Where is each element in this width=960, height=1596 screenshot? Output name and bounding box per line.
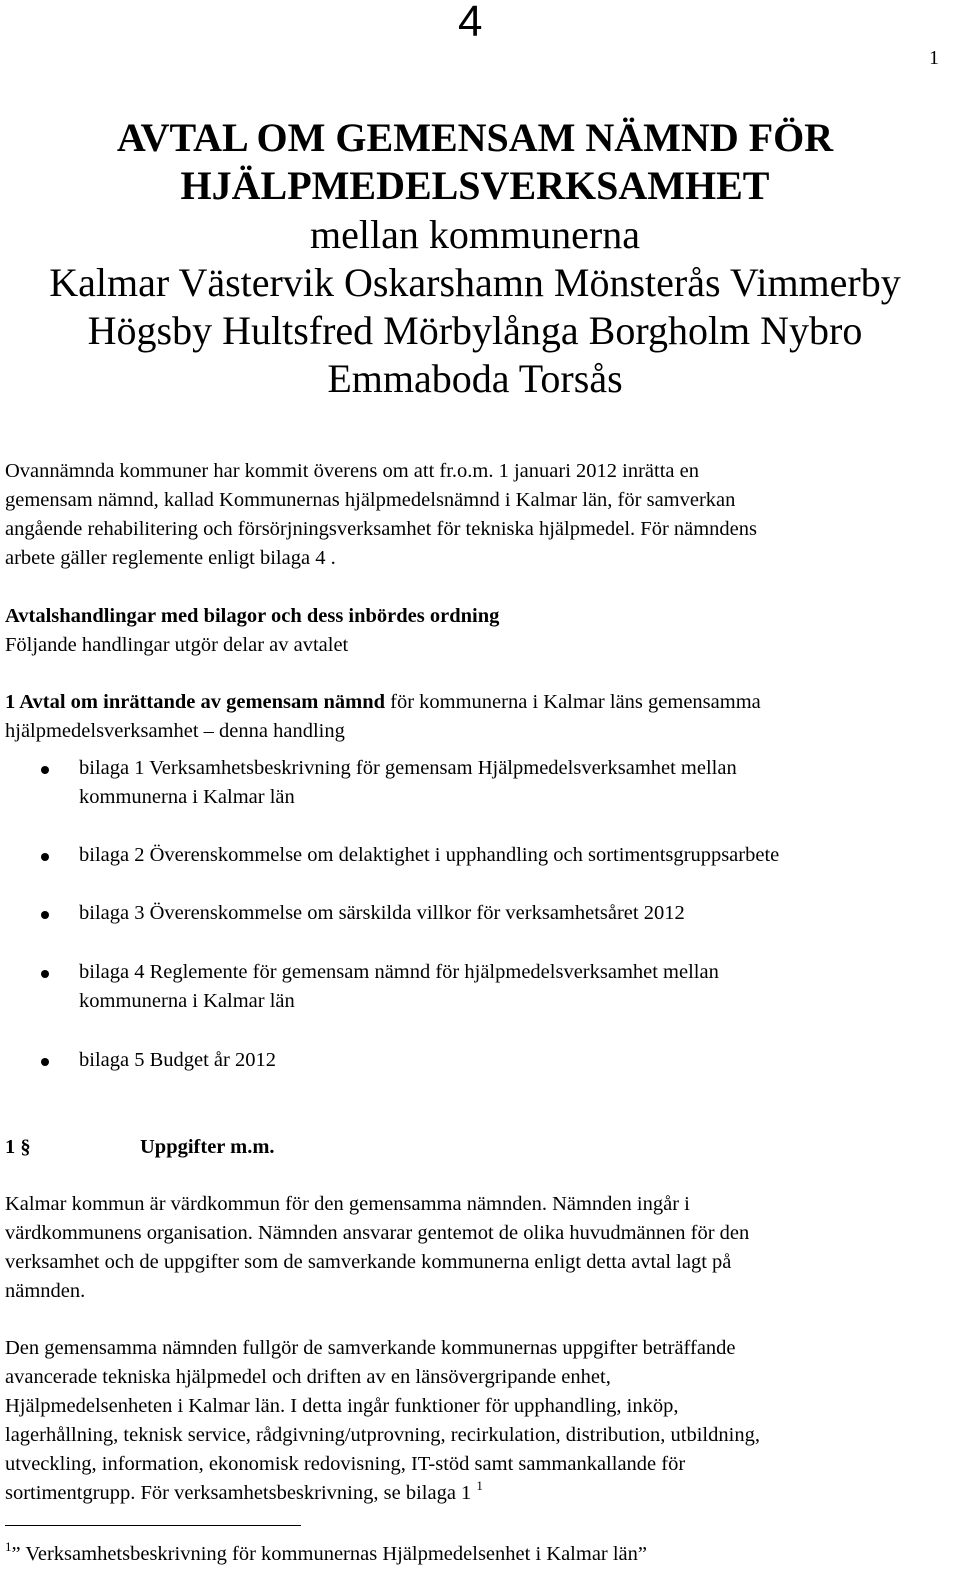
intro-line: gemensam nämnd, kallad Kommunernas hjälpmedelsnämnd i Kalmar län, för samverkan [5,489,736,511]
bullet-item-bilaga-1-cont: kommunerna i Kalmar län [79,786,295,808]
title-line-4: Kalmar Västervik Oskarshamn Mönsterås Vimmerby [49,260,901,305]
footnote-marker: 1 [5,1539,12,1554]
title-line-6: Emmaboda Torsås [327,356,623,401]
section-1-para-1-line: värdkommunens organisation. Nämnden ansvarar gentemot de olika huvudmännen för den [5,1222,750,1244]
bullet-icon [41,853,49,861]
document-number: 4 [458,0,483,46]
page-number: 1 [929,47,939,69]
section-1-para-1-line: Kalmar kommun är värdkommun för den gemensamma nämnden. Nämnden ingår i [5,1193,690,1215]
agreement-item-1 [5,688,761,717]
title-line-5: Högsby Hultsfred Mörbylånga Borgholm Nybro [87,308,863,353]
section-1-para-1-line: nämnden. [5,1280,86,1302]
intro-line: angående rehabilitering och försörjningsverksamhet för tekniska hjälpmedel. För nämndens [5,518,758,540]
footnote-text: ” Verksamhetsbeskrivning för kommunernas Hjälpmedelsenhet i Kalmar län” [11,1543,648,1565]
intro-line: Ovannämnda kommuner har kommit överens om att fr.o.m. 1 januari 2012 inrätta en [5,460,699,482]
bullet-icon [41,766,49,774]
title-line-2: HJÄLPMEDELSVERKSAMHET [180,163,770,208]
section-1-title: Uppgifter m.m. [140,1136,275,1158]
intro-line: arbete gäller reglemente enligt bilaga 4 . [5,547,336,569]
footnote [5,1540,647,1569]
bullet-icon [41,1058,49,1066]
section-1-para-2-text: sortimentgrupp. För verksamhetsbeskrivning, se bilaga 1 [5,1482,472,1504]
agreement-item-1-rest: för kommunerna i Kalmar läns gemensamma [385,691,761,713]
section-1-number: 1 § [5,1136,31,1158]
agreements-subheading: Följande handlingar utgör delar av avtalet [5,634,349,656]
title-line-1: AVTAL OM GEMENSAM NÄMND FÖR [116,115,834,160]
bullet-item-bilaga-2: bilaga 2 Överenskommelse om delaktighet i upphandling och sortimentsgruppsarbete [79,844,780,866]
bullet-icon [41,911,49,919]
section-1-para-2-last-line [5,1479,483,1508]
bullet-item-bilaga-3: bilaga 3 Överenskommelse om särskilda villkor för verksamhetsåret 2012 [79,902,685,924]
bullet-item-bilaga-4-cont: kommunerna i Kalmar län [79,990,295,1012]
agreement-item-1-title: 1 Avtal om inrättande av gemensam nämnd [5,691,386,713]
footnote-reference[interactable]: 1 [476,1478,483,1493]
section-1-para-2-line: Hjälpmedelsenheten i Kalmar län. I detta ingår funktioner för upphandling, inköp, [5,1395,679,1417]
section-1-para-1-line: verksamhet och de uppgifter som de samverkande kommunerna enligt detta avtal lagt på [5,1251,732,1273]
section-1-para-2-line: utveckling, information, ekonomisk redovisning, IT-stöd samt sammankallande för [5,1453,686,1475]
footnote-separator [5,1525,301,1526]
bullet-icon [41,970,49,978]
title-line-3: mellan kommunerna [310,212,640,257]
bullet-item-bilaga-5: bilaga 5 Budget år 2012 [79,1049,276,1071]
bullet-item-bilaga-4: bilaga 4 Reglemente för gemensam nämnd för hjälpmedelsverksamhet mellan [79,961,719,983]
bullet-item-bilaga-1: bilaga 1 Verksamhetsbeskrivning för gemensam Hjälpmedelsverksamhet mellan [79,757,737,779]
section-1-para-2-line: Den gemensamma nämnden fullgör de samverkande kommunernas uppgifter beträffande [5,1337,736,1359]
agreements-heading: Avtalshandlingar med bilagor och dess inbördes ordning [5,605,500,627]
section-1-para-2-line: avancerade tekniska hjälpmedel och driften av en länsövergripande enhet, [5,1366,611,1388]
section-1-para-2-line: lagerhållning, teknisk service, rådgivning/utprovning, recirkulation, distribution, utbildning, [5,1424,760,1446]
agreement-item-1-line-2: hjälpmedelsverksamhet – denna handling [5,720,345,742]
